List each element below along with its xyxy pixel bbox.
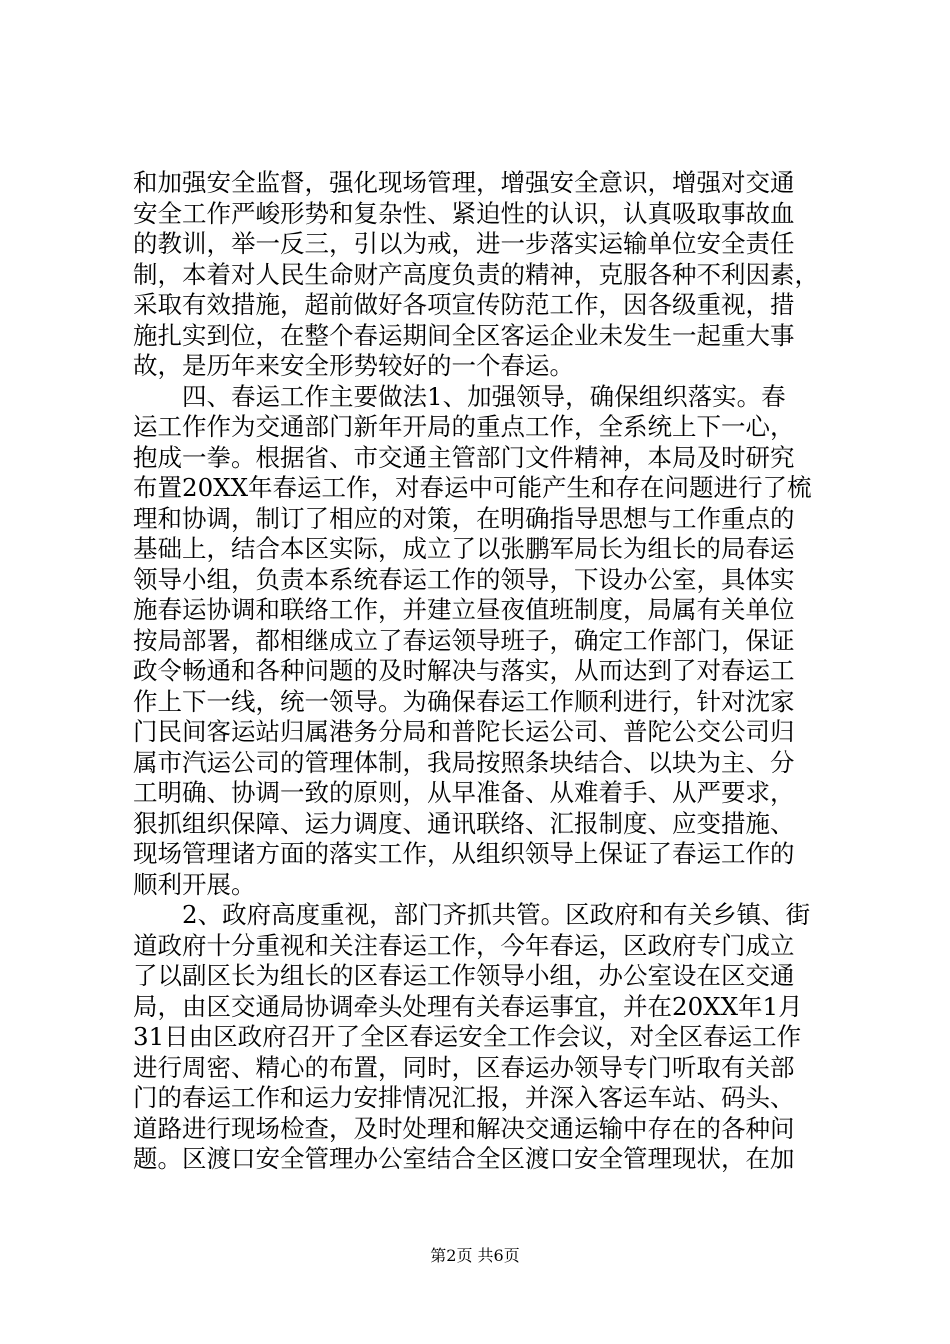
- document-body: [133, 168, 838, 1175]
- text-line: 局，由区交通局协调牵头处理有关春运事宜，并在20XX年1月: [133, 991, 803, 1021]
- page-number-footer: 第2页 共6页: [430, 1246, 520, 1265]
- text-line: 门民间客运站归属港务分局和普陀长运公司、普陀公交公司归: [133, 717, 795, 746]
- text-line: 施扎实到位，在整个春运期间全区客运企业未发生一起重大事: [133, 320, 795, 350]
- text-line: 制，本着对人民生命财产高度负责的精神，克服各种不利因素，: [133, 259, 819, 289]
- text-line: 采取有效措施，超前做好各项宣传防范工作，因各级重视，措: [133, 290, 795, 319]
- text-line: 政令畅通和各种问题的及时解决与落实，从而达到了对春运工: [133, 656, 795, 685]
- text-line: 道政府十分重视和关注春运工作，今年春运，区政府专门成立: [133, 930, 795, 960]
- text-line: 题。区渡口安全管理办公室结合全区渡口安全管理现状，在加: [133, 1144, 795, 1173]
- text-line: 按局部署，都相继成立了春运领导班子，确定工作部门，保证: [133, 625, 795, 655]
- text-line: 现场管理诸方面的落实工作，从组织领导上保证了春运工作的: [133, 839, 795, 868]
- text-line: 运工作作为交通部门新年开局的重点工作，全系统上下一心，: [133, 412, 795, 441]
- text-line: 进行周密、精心的布置，同时，区春运办领导专门听取有关部: [133, 1052, 795, 1082]
- text-line: 基础上，结合本区实际，成立了以张鹏军局长为组长的局春运: [133, 534, 795, 563]
- text-line: 理和协调，制订了相应的对策，在明确指导思想与工作重点的: [133, 503, 795, 533]
- text-line: 了以副区长为组长的区春运工作领导小组，办公室设在区交通: [133, 961, 795, 990]
- text-line: 四、春运工作主要做法1、加强领导，确保组织落实。春: [133, 381, 786, 411]
- text-line: 和加强安全监督，强化现场管理，增强安全意识，增强对交通: [133, 168, 795, 197]
- text-line: 安全工作严峻形势和复杂性、紧迫性的认识，认真吸取事故血: [133, 198, 795, 228]
- text-line: 施春运协调和联络工作，并建立昼夜值班制度，局属有关单位: [133, 595, 795, 624]
- text-line: 故，是历年来安全形势较好的一个春运。: [133, 351, 574, 380]
- text-line: 抱成一拳。根据省、市交通主管部门文件精神，本局及时研究: [133, 442, 795, 472]
- text-line: 布置20XX年春运工作，对春运中可能产生和存在问题进行了梳: [133, 473, 812, 502]
- text-line: 的教训，举一反三，引以为戒，进一步落实运输单位安全责任: [133, 229, 795, 258]
- text-line: 道路进行现场检查，及时处理和解决交通运输中存在的各种问: [133, 1113, 795, 1143]
- text-line: 顺利开展。: [133, 869, 256, 899]
- text-line: 属市汽运公司的管理体制，我局按照条块结合、以块为主、分: [133, 747, 795, 777]
- text-line: 工明确、协调一致的原则，从早准备、从难着手、从严要求，: [133, 778, 795, 807]
- text-line: 门的春运工作和运力安排情况汇报，并深入客运车站、码头、: [133, 1083, 795, 1112]
- text-line: 领导小组，负责本系统春运工作的领导，下设办公室，具体实: [133, 564, 795, 594]
- text-line: 31日由区政府召开了全区春运安全工作会议，对全区春运工作: [133, 1022, 802, 1051]
- text-line: 2、政府高度重视，部门齐抓共管。区政府和有关乡镇、街: [133, 900, 811, 929]
- text-line: 作上下一线，统一领导。为确保春运工作顺利进行，针对沈家: [133, 686, 795, 716]
- text-line: 狠抓组织保障、运力调度、通讯联络、汇报制度、应变措施、: [133, 808, 795, 838]
